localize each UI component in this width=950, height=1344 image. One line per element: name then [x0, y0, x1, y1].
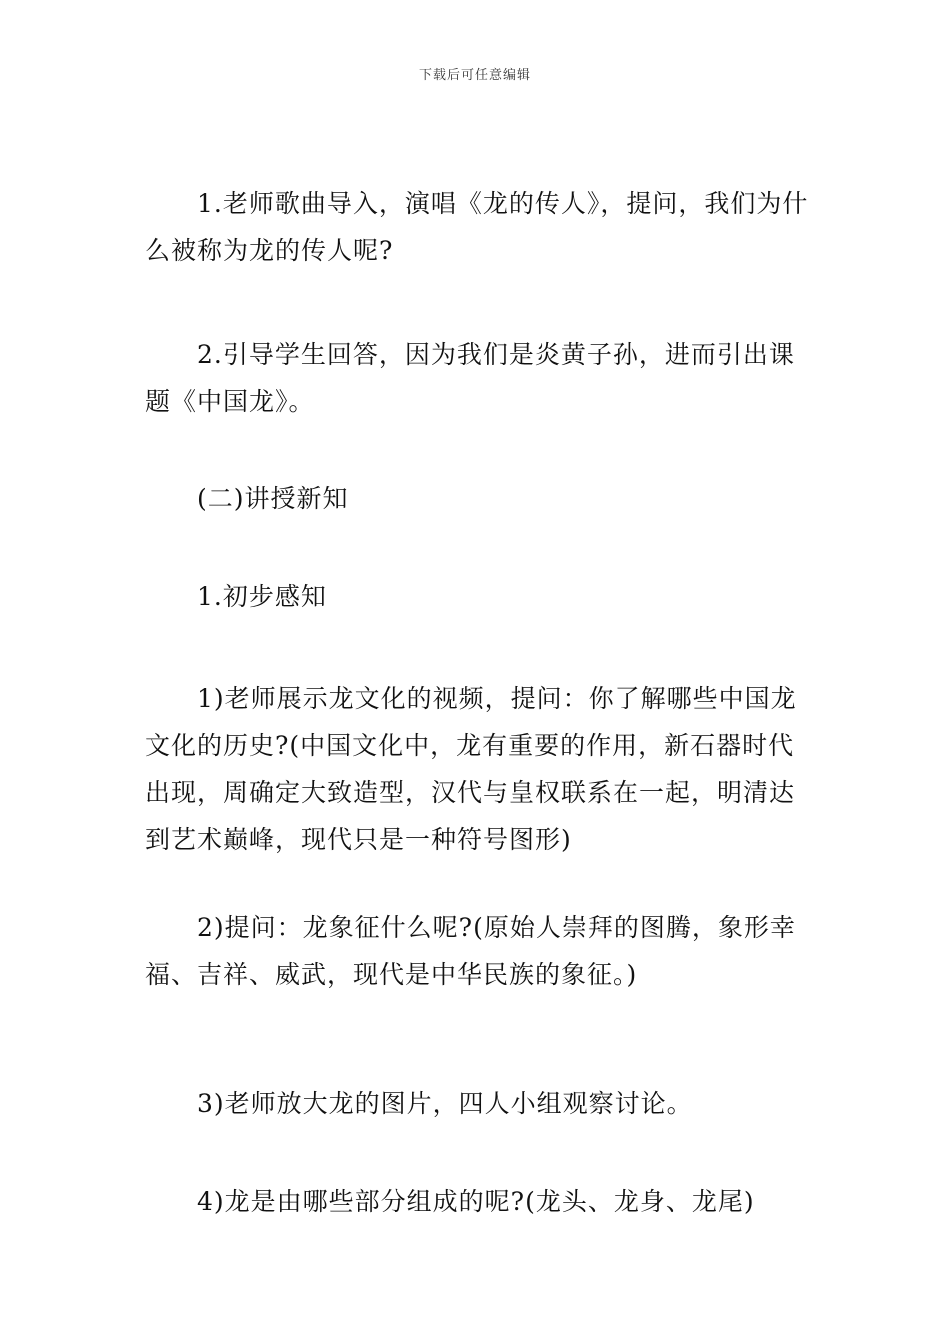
paragraph-guide-answer: 2.引导学生回答，因为我们是炎黄子孙，进而引出课题《中国龙》。 — [145, 340, 795, 416]
subsection-heading-initial-perception: 1.初步感知 — [197, 582, 327, 611]
paragraph-group-observation: 3)老师放大龙的图片，四人小组观察讨论。 — [197, 1089, 693, 1118]
paragraph-dragon-parts: 4)龙是由哪些部分组成的呢?(龙头、龙身、龙尾) — [197, 1187, 755, 1216]
paragraph-dragon-culture-video: 1)老师展示龙文化的视频，提问：你了解哪些中国龙文化的历史?(中国文化中，龙有重要的作用，新石器时代出现，周确定大致造型，汉代与皇权联系在一起，明清达到艺术巅峰，现代只是一种符号图形) — [145, 684, 797, 854]
paragraph-song-introduction: 1.老师歌曲导入，演唱《龙的传人》，提问，我们为什么被称为龙的传人呢? — [145, 189, 809, 265]
page-header-note: 下载后可任意编辑 — [418, 68, 531, 83]
section-heading-new-knowledge: (二)讲授新知 — [197, 484, 349, 513]
paragraph-dragon-symbolism: 2)提问：龙象征什么呢?(原始人崇拜的图腾，象形幸福、吉祥、威武，现代是中华民族的象征。) — [145, 913, 796, 989]
